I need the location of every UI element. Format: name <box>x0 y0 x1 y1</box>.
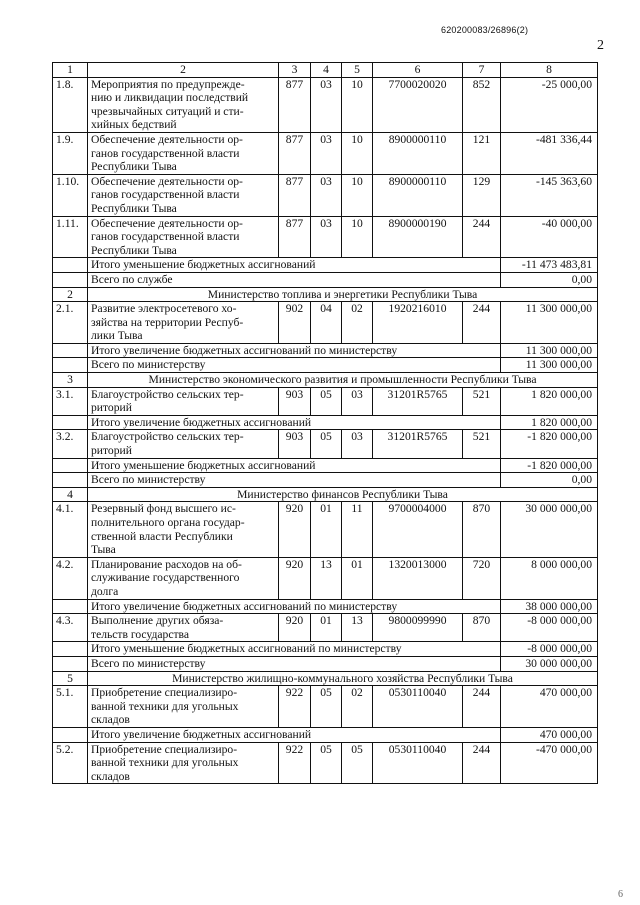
total-row <box>53 599 598 614</box>
amount: 470 000,00 <box>501 686 598 728</box>
section-code: 03 <box>311 174 342 216</box>
target-code: 1920216010 <box>373 302 463 344</box>
subsection-code: 03 <box>342 430 373 458</box>
section-number: 3 <box>53 373 88 388</box>
expense-type-code: 521 <box>463 430 501 458</box>
empty-cell <box>53 473 88 488</box>
total-label: Итого увеличение бюджетных ассигнований по министерству <box>88 343 501 358</box>
item-number: 4.3. <box>53 614 88 642</box>
total-amount: 30 000 000,00 <box>501 656 598 671</box>
empty-cell <box>53 415 88 430</box>
total-amount: -11 473 483,81 <box>501 258 598 273</box>
item-name: Приобретение специализиро- ванной техники для угольных складов <box>88 742 279 784</box>
amount: -145 363,60 <box>501 174 598 216</box>
item-name: Мероприятия по предупрежде- нию и ликвидации последствий чрезвычайных ситуаций и сти- хийных бедствий <box>88 77 279 132</box>
expense-type-code: 244 <box>463 686 501 728</box>
subsection-code: 11 <box>342 502 373 557</box>
section-title: Министерство топлива и энергетики Республики Тыва <box>88 287 598 302</box>
item-name: Благоустройство сельских тер- риторий <box>88 387 279 415</box>
total-row <box>53 727 598 742</box>
budget-table <box>52 62 598 784</box>
total-row <box>53 642 598 657</box>
expense-type-code: 870 <box>463 614 501 642</box>
expense-type-code: 521 <box>463 387 501 415</box>
item-row <box>53 502 598 557</box>
target-code: 9700004000 <box>373 502 463 557</box>
section-number: 2 <box>53 287 88 302</box>
subsection-code: 10 <box>342 132 373 174</box>
expense-type-code: 244 <box>463 742 501 784</box>
item-number: 5.2. <box>53 742 88 784</box>
item-number: 4.2. <box>53 557 88 599</box>
section-code: 03 <box>311 77 342 132</box>
item-number: 1.11. <box>53 216 88 258</box>
ministry-code: 877 <box>279 77 311 132</box>
item-row <box>53 174 598 216</box>
ministry-code: 877 <box>279 132 311 174</box>
empty-cell <box>53 458 88 473</box>
section-title: Министерство жилищно-коммунального хозяйства Республики Тыва <box>88 671 598 686</box>
empty-cell <box>53 272 88 287</box>
ministry-code: 877 <box>279 216 311 258</box>
item-row <box>53 387 598 415</box>
amount: 8 000 000,00 <box>501 557 598 599</box>
empty-cell <box>53 343 88 358</box>
total-label: Всего по министерству <box>88 473 501 488</box>
section-title: Министерство экономического развития и промышленности Республики Тыва <box>88 373 598 388</box>
subsection-code: 05 <box>342 742 373 784</box>
total-row <box>53 473 598 488</box>
total-amount: 11 300 000,00 <box>501 358 598 373</box>
amount: 1 820 000,00 <box>501 387 598 415</box>
total-label: Итого увеличение бюджетных ассигнований <box>88 727 501 742</box>
item-number: 3.1. <box>53 387 88 415</box>
header-cell: 6 <box>373 63 463 78</box>
item-number: 1.10. <box>53 174 88 216</box>
expense-type-code: 870 <box>463 502 501 557</box>
section-code: 05 <box>311 742 342 784</box>
subsection-code: 02 <box>342 686 373 728</box>
target-code: 8900000190 <box>373 216 463 258</box>
empty-cell <box>53 727 88 742</box>
section-number: 5 <box>53 671 88 686</box>
ministry-code: 920 <box>279 557 311 599</box>
header-cell: 4 <box>311 63 342 78</box>
target-code: 31201R5765 <box>373 387 463 415</box>
table-header-row <box>53 63 598 78</box>
total-row <box>53 358 598 373</box>
amount: 11 300 000,00 <box>501 302 598 344</box>
total-row <box>53 258 598 273</box>
subsection-code: 02 <box>342 302 373 344</box>
header-cell: 7 <box>463 63 501 78</box>
item-name: Обеспечение деятельности ор- ганов государственной власти Республики Тыва <box>88 216 279 258</box>
total-label: Итого увеличение бюджетных ассигнований по министерству <box>88 599 501 614</box>
total-label: Итого увеличение бюджетных ассигнований <box>88 415 501 430</box>
page-number: 2 <box>597 38 604 53</box>
section-row <box>53 373 598 388</box>
total-amount: 38 000 000,00 <box>501 599 598 614</box>
section-code: 13 <box>311 557 342 599</box>
empty-cell <box>53 642 88 657</box>
expense-type-code: 720 <box>463 557 501 599</box>
total-row <box>53 415 598 430</box>
header-cell: 5 <box>342 63 373 78</box>
expense-type-code: 121 <box>463 132 501 174</box>
header-cell: 2 <box>88 63 279 78</box>
section-code: 01 <box>311 502 342 557</box>
target-code: 8900000110 <box>373 132 463 174</box>
item-name: Приобретение специализиро- ванной техники для угольных складов <box>88 686 279 728</box>
expense-type-code: 129 <box>463 174 501 216</box>
item-row <box>53 430 598 458</box>
ministry-code: 922 <box>279 742 311 784</box>
total-label: Всего по службе <box>88 272 501 287</box>
section-code: 03 <box>311 216 342 258</box>
total-amount: 1 820 000,00 <box>501 415 598 430</box>
item-row <box>53 614 598 642</box>
amount: -481 336,44 <box>501 132 598 174</box>
subsection-code: 10 <box>342 77 373 132</box>
item-name: Резервный фонд высшего ис- полнительного органа государ- ственной власти Республики Тыва <box>88 502 279 557</box>
section-row <box>53 287 598 302</box>
item-number: 2.1. <box>53 302 88 344</box>
expense-type-code: 244 <box>463 302 501 344</box>
expense-type-code: 852 <box>463 77 501 132</box>
empty-cell <box>53 258 88 273</box>
item-number: 3.2. <box>53 430 88 458</box>
section-title: Министерство финансов Республики Тыва <box>88 487 598 502</box>
subsection-code: 03 <box>342 387 373 415</box>
total-row <box>53 458 598 473</box>
amount: 30 000 000,00 <box>501 502 598 557</box>
subsection-code: 10 <box>342 216 373 258</box>
section-code: 05 <box>311 387 342 415</box>
ministry-code: 920 <box>279 502 311 557</box>
section-code: 05 <box>311 430 342 458</box>
item-number: 1.9. <box>53 132 88 174</box>
target-code: 1320013000 <box>373 557 463 599</box>
target-code: 7700020020 <box>373 77 463 132</box>
item-number: 1.8. <box>53 77 88 132</box>
ministry-code: 922 <box>279 686 311 728</box>
item-row <box>53 557 598 599</box>
item-row <box>53 216 598 258</box>
total-amount: -8 000 000,00 <box>501 642 598 657</box>
ministry-code: 903 <box>279 430 311 458</box>
subsection-code: 01 <box>342 557 373 599</box>
item-name: Обеспечение деятельности ор- ганов государственной власти Республики Тыва <box>88 132 279 174</box>
header-cell: 1 <box>53 63 88 78</box>
header-cell: 8 <box>501 63 598 78</box>
item-name: Выполнение других обяза- тельств государства <box>88 614 279 642</box>
item-name: Благоустройство сельских тер- риторий <box>88 430 279 458</box>
subsection-code: 13 <box>342 614 373 642</box>
amount: -25 000,00 <box>501 77 598 132</box>
ministry-code: 902 <box>279 302 311 344</box>
total-amount: 11 300 000,00 <box>501 343 598 358</box>
total-label: Итого уменьшение бюджетных ассигнований <box>88 458 501 473</box>
item-name: Планирование расходов на об- служивание государственного долга <box>88 557 279 599</box>
item-row <box>53 302 598 344</box>
target-code: 31201R5765 <box>373 430 463 458</box>
total-amount: -1 820 000,00 <box>501 458 598 473</box>
expense-type-code: 244 <box>463 216 501 258</box>
section-row <box>53 487 598 502</box>
total-label: Итого уменьшение бюджетных ассигнований по министерству <box>88 642 501 657</box>
empty-cell <box>53 599 88 614</box>
item-row <box>53 686 598 728</box>
section-code: 03 <box>311 132 342 174</box>
item-row <box>53 742 598 784</box>
document-id: 620200083/26896(2) <box>441 25 529 35</box>
item-row <box>53 132 598 174</box>
total-row <box>53 343 598 358</box>
subsection-code: 10 <box>342 174 373 216</box>
target-code: 8900000110 <box>373 174 463 216</box>
total-row <box>53 272 598 287</box>
total-row <box>53 656 598 671</box>
item-name: Развитие электросетевого хо- зяйства на территории Респуб- лики Тыва <box>88 302 279 344</box>
item-number: 4.1. <box>53 502 88 557</box>
ministry-code: 903 <box>279 387 311 415</box>
margin-mark: 6 <box>618 889 623 900</box>
total-label: Всего по министерству <box>88 358 501 373</box>
amount: -8 000 000,00 <box>501 614 598 642</box>
section-row <box>53 671 598 686</box>
item-number: 5.1. <box>53 686 88 728</box>
section-number: 4 <box>53 487 88 502</box>
empty-cell <box>53 656 88 671</box>
ministry-code: 877 <box>279 174 311 216</box>
section-code: 01 <box>311 614 342 642</box>
total-label: Всего по министерству <box>88 656 501 671</box>
target-code: 9800099990 <box>373 614 463 642</box>
item-name: Обеспечение деятельности ор- ганов государственной власти Республики Тыва <box>88 174 279 216</box>
total-amount: 0,00 <box>501 272 598 287</box>
target-code: 0530110040 <box>373 742 463 784</box>
amount: -40 000,00 <box>501 216 598 258</box>
header-cell: 3 <box>279 63 311 78</box>
empty-cell <box>53 358 88 373</box>
amount: -470 000,00 <box>501 742 598 784</box>
ministry-code: 920 <box>279 614 311 642</box>
amount: -1 820 000,00 <box>501 430 598 458</box>
total-amount: 470 000,00 <box>501 727 598 742</box>
target-code: 0530110040 <box>373 686 463 728</box>
section-code: 05 <box>311 686 342 728</box>
total-label: Итого уменьшение бюджетных ассигнований <box>88 258 501 273</box>
total-amount: 0,00 <box>501 473 598 488</box>
item-row <box>53 77 598 132</box>
section-code: 04 <box>311 302 342 344</box>
